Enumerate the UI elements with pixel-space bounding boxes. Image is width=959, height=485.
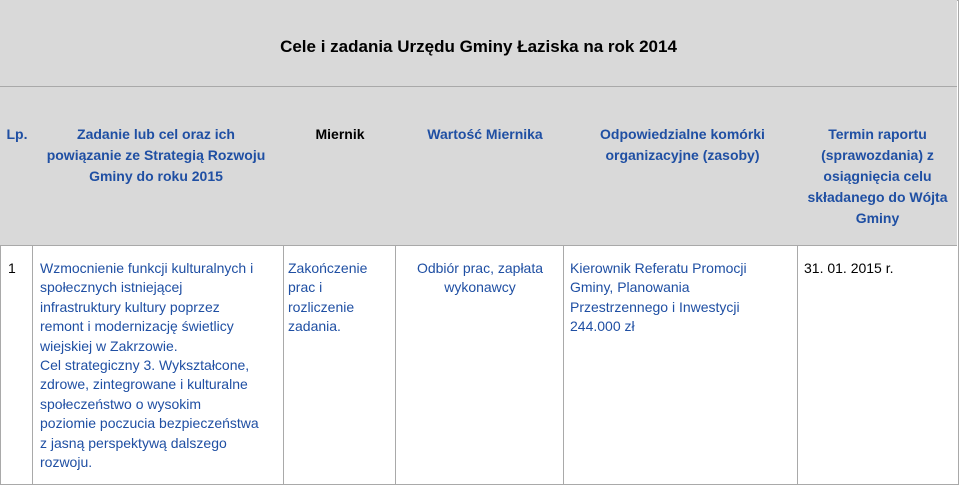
row-1-deadline: 31. 01. 2015 r.: [804, 260, 894, 276]
header-measure-value: Wartość Miernika: [427, 126, 543, 142]
column-divider: [563, 246, 564, 484]
row-1-measure-value: Odbiór prac, zapłata wykonawcy: [416, 260, 544, 296]
row-1-task: Wzmocnienie funkcji kulturalnych i społecznych istniejącej infrastruktury kultury poprzez remont i modernizację świetlicy wiejskiej w Zakrzowie. Cel strategiczny 3. Wykształcone, zdrowe, zintegrowane i kulturalne społeczeństwo o wysokim poziomie poczucia bezpieczeństwa z jasną perspektywą dalszego rozwoju.: [40, 260, 259, 471]
header-measure: Miernik: [315, 126, 365, 142]
column-divider: [395, 246, 396, 484]
page-title: Cele i zadania Urzędu Gminy Łaziska na rok 2014: [280, 37, 677, 56]
header-responsible: Odpowiedzialne komórki organizacyjne (zasoby): [600, 126, 765, 163]
header-deadline: Termin raportu (sprawozdania) z osiągnięcia celu składanego do Wójta Gminy: [807, 126, 948, 226]
title-band: [0, 0, 957, 87]
header-task: Zadanie lub cel oraz ich powiązanie ze Strategią Rozwoju Gminy do roku 2015: [46, 126, 266, 184]
column-divider: [283, 246, 284, 484]
header-lp: Lp.: [6, 126, 28, 142]
row-1-responsible: Kierownik Referatu Promocji Gminy, Planowania Przestrzennego i Inwestycji 244.000 zł: [570, 260, 747, 335]
column-divider: [32, 246, 33, 484]
column-divider: [797, 246, 798, 484]
row-1-measure: Zakończenie prac i rozliczenie zadania.: [288, 260, 368, 335]
row-1-lp: 1: [8, 260, 16, 276]
